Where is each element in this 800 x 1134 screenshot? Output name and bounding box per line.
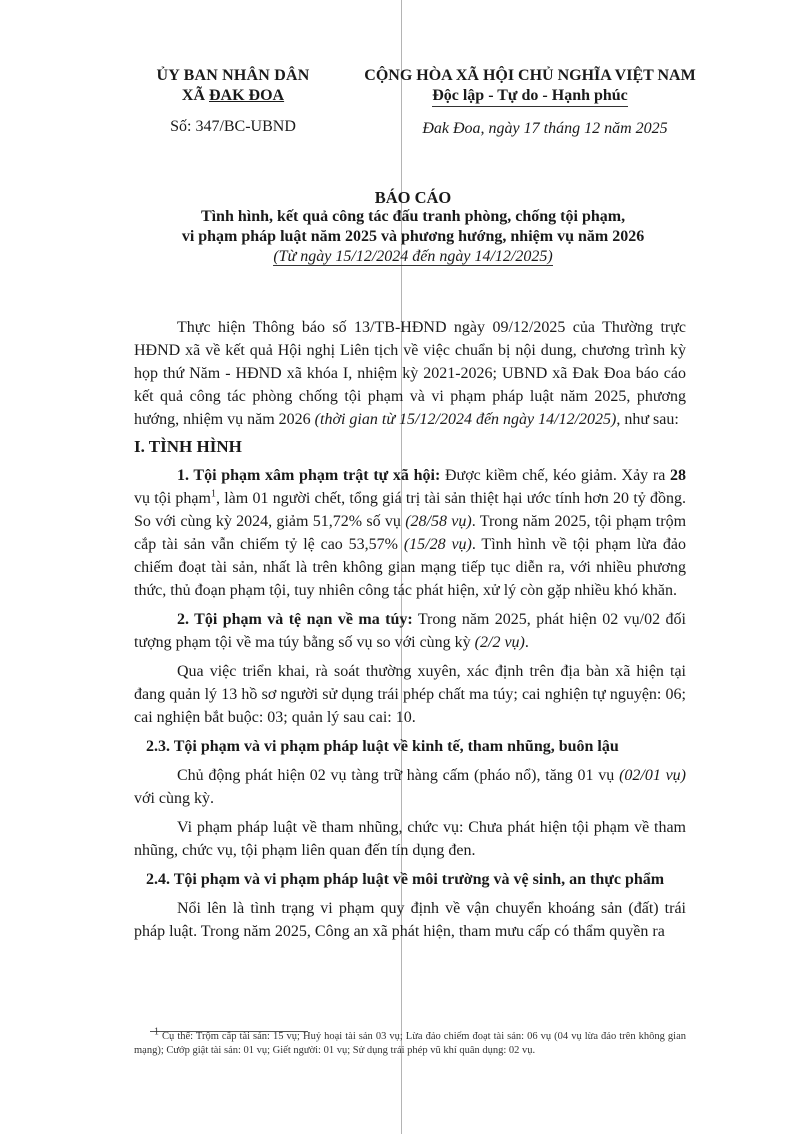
national-header-block	[350, 66, 710, 139]
paragraph-environment: Nổi lên là tình trạng vi phạm quy định về vận chuyển khoáng sản (đất) trái pháp luật. Trong năm 2025, Công an xã phát hiện, tham mưu cấp có thẩm quyền ra	[134, 900, 686, 940]
paragraph-drug-management: Qua việc triển khai, rà soát thường xuyên, xác định trên địa bàn xã hiện tại đang quản lý 13 hồ sơ người sử dụng trái phép chất ma túy; cai nghiện tự nguyện: 06; cai nghiện bắt buộc: 03; quản lý sau cai: 10.	[134, 663, 686, 726]
place-and-date: Đak Đoa, ngày 17 tháng 12 năm 2025	[422, 120, 668, 137]
national-motto: Độc lập - Tự do - Hạnh phúc	[432, 86, 628, 107]
subheading-economic-crime: 2.3. Tội phạm và vi phạm pháp luật về kinh tế, tham nhũng, buôn lậu	[146, 738, 619, 755]
footnote	[134, 1026, 686, 1058]
commune-name	[118, 86, 348, 106]
report-title-block	[120, 188, 706, 266]
title-line-2: vi phạm pháp luật năm 2025 và phương hướng, nhiệm vụ năm 2026	[181, 228, 645, 245]
footnote-marker: 1	[154, 1026, 159, 1038]
paragraph-contraband: Chủ động phát hiện 02 vụ tàng trữ hàng cấm (pháo nổ), tăng 01 vụ (02/01 vụ) với cùng kỳ.	[134, 767, 687, 807]
section-heading-situation: I. TÌNH HÌNH	[134, 437, 242, 456]
issuing-authority-block	[118, 66, 348, 137]
paragraph-drug-crime: 2. Tội phạm và tệ nạn về ma túy: Trong năm 2025, phát hiện 02 vụ/02 đối tượng phạm tội về ma túy bằng số vụ so với cùng kỳ (2/2 vụ).	[134, 611, 686, 651]
footnote-reference[interactable]: 1	[210, 488, 216, 500]
report-body	[134, 316, 686, 943]
title-line-1: Tình hình, kết quả công tác đấu tranh phòng, chống tội phạm,	[200, 208, 626, 225]
commune-prefix: XÃ	[181, 87, 209, 104]
document-type: BÁO CÁO	[374, 188, 452, 207]
nation-title: CỘNG HÒA XÃ HỘI CHỦ NGHĨA VIỆT NAM	[364, 67, 696, 84]
intro-paragraph: Thực hiện Thông báo số 13/TB-HĐND ngày 09/12/2025 của Thường trực HĐND xã về kết quả Hội nghị Liên tịch về việc chuẩn bị nội dung, chương trình kỳ họp thứ Năm - HĐND xã khóa I, nhiệm kỳ 2021-2026; UBND xã Đak Đoa báo cáo kết quả công tác phòng chống tội phạm và vi phạm pháp luật năm 2025, phương hướng, nhiệm vụ năm 2026 (thời gian từ 15/12/2024 đến ngày 14/12/2025), như sau:	[134, 319, 686, 428]
document-number: Số: 347/BC-UBND	[170, 118, 296, 135]
paragraph-social-order-crime: 1. Tội phạm xâm phạm trật tự xã hội: Được kiềm chế, kéo giảm. Xảy ra 28 vụ tội phạm$^1$, làm 01 người chết, tổng giá trị tài sản thiệt hại ước tính hơn 20 tỷ đồng. So với cùng kỳ 2024, giảm 51,72% số vụ (28/58 vụ). Trong năm 2025, tội phạm trộm cắp tài sản vẫn chiếm tỷ lệ cao 53,57% (15/28 vụ). Tình hình về tội phạm lừa đảo chiếm đoạt tài sản, nhất là trên không gian mạng tiếp tục diễn ra, với nhiều phương thức, thủ đoạn phạm tội, tuy nhiên công tác phát hiện, xử lý còn gặp nhiều khó khăn.	[134, 467, 687, 599]
paragraph-corruption: Vi phạm pháp luật về tham nhũng, chức vụ: Chưa phát hiện tội phạm về tham nhũng, chức vụ, tội phạm liên quan đến tín dụng đen.	[134, 819, 686, 859]
footnote-text: Cụ thể: Trộm cắp tài sản: 15 vụ; Huỷ hoại tài sản 03 vụ; Lừa đảo chiếm đoạt tài sản: 06 vụ (04 vụ lừa đảo trên không gian mạng); Cướp giật tài sản: 01 vụ; Giết người: 01 vụ; Sử dụng trái phép vũ khí quân dụng: 02 vụ.	[134, 1031, 686, 1056]
commune-name-underlined: ĐAK ĐOA	[209, 87, 285, 104]
subheading-environment-crime: 2.4. Tội phạm và vi phạm pháp luật về môi trường và vệ sinh, an thực phẩm	[146, 871, 665, 888]
authority-name: ỦY BAN NHÂN DÂN	[156, 67, 310, 84]
report-period: (Từ ngày 15/12/2024 đến ngày 14/12/2025)	[273, 248, 553, 265]
